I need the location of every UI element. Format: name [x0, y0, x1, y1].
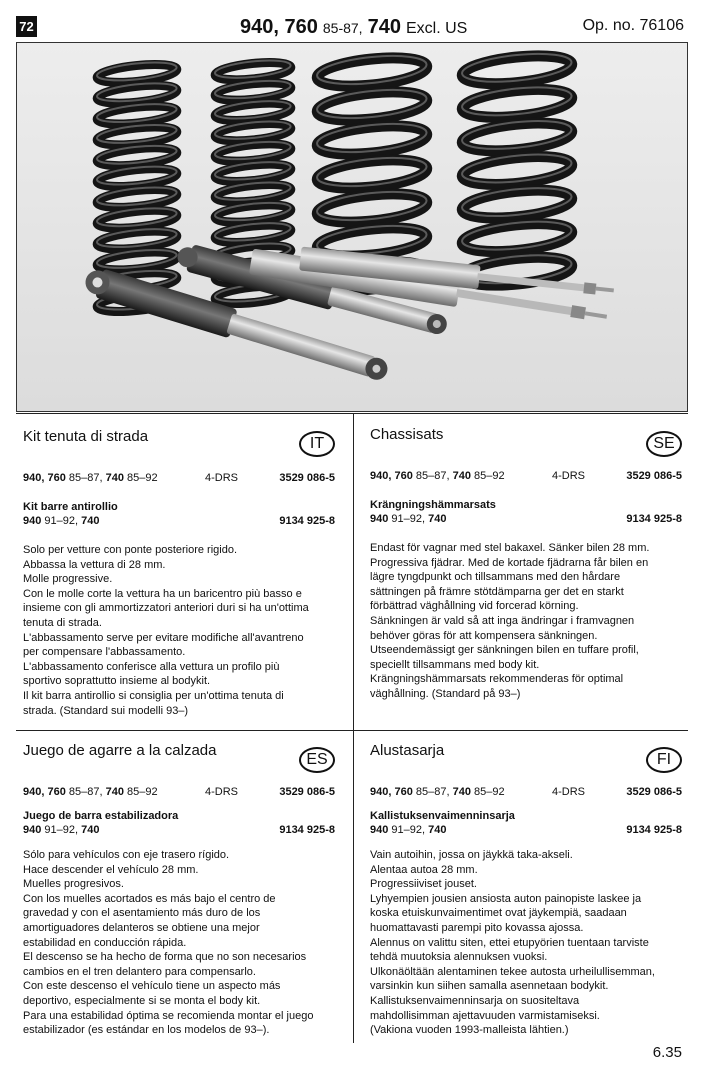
description-line: sättningen på främre stötdämparna ger det en starkt: [370, 585, 624, 598]
sub-years: 91–92,: [41, 515, 82, 527]
kit-part-number: 3529 086-5: [279, 786, 335, 798]
model-title: [240, 16, 467, 39]
sub-part-number: 9134 925-8: [279, 824, 335, 836]
sub-years: 91–92,: [41, 824, 82, 836]
description-line: gravedad y con el asentamiento más duro de los: [23, 907, 261, 920]
sub-model: 940: [23, 824, 42, 836]
description-line: Sólo para vehículos con eje trasero rígido.: [23, 849, 230, 861]
description: [370, 848, 682, 1038]
description-line: cambios en el tren delantero para compensarlo.: [23, 965, 256, 978]
description-line: sportivo soprattutto insieme al bodykit.: [23, 675, 211, 688]
sub-model: 940: [370, 513, 389, 525]
description-line: El descenso se ha hecho de forma que no son necesarios: [23, 951, 307, 964]
description-line: Progressiva fjädrar. Med de kortade fjädrarna får bilen en: [370, 556, 649, 569]
description-line: lägre tyngdpunkt och tillsammans med den hårdare: [370, 571, 621, 584]
section-title: Juego de agarre a la calzada: [23, 742, 217, 759]
kit-part-number: 3529 086-5: [626, 470, 682, 482]
model-b-note: Excl. US: [405, 20, 468, 37]
description-line: L'abbassamento conferisce alla vettura un profilo più: [23, 660, 280, 673]
description-line: tehdä muutoksia alennuksen vuoksi.: [370, 951, 548, 964]
description: [23, 848, 335, 1038]
kit-model: 940, 760: [23, 472, 66, 484]
kit-years-b: 85–92: [470, 786, 505, 798]
description-line: Molle progressive.: [23, 573, 113, 586]
sub-years: 91–92,: [388, 513, 429, 525]
description-line: amortiguadores delanteros se obtiene una mejor: [23, 921, 260, 934]
sub-model-b: 740: [81, 515, 100, 527]
description-line: Krängningshämmarsats rekommenderas för optimal: [370, 673, 624, 686]
description-line: Con este descenso el vehículo tiene un aspecto más: [23, 980, 281, 993]
language-badge: IT: [299, 431, 335, 457]
description-line: väghållning. (Standard på 93–): [370, 687, 521, 700]
description-line: per compensare l'abbassamento.: [23, 646, 186, 659]
description-line: koska etuiskunvaimentimet ovat jäykempiä, saadaan: [370, 907, 627, 920]
kit-model-b: 740: [452, 470, 471, 482]
description: [370, 541, 682, 702]
description-line: (Vakiona vuoden 1993-malleista lähtien.): [370, 1024, 569, 1037]
description-line: deportivo, especialmente si se monta el body kit.: [23, 994, 261, 1007]
page-number-badge: 72: [16, 16, 37, 37]
description-line: Solo per vetture con ponte posteriore rigido.: [23, 544, 238, 556]
model-a: 940, 760: [240, 16, 318, 38]
kit-body-type: 4-DRS: [205, 786, 239, 798]
description-line: Ulkonäöltään alentaminen tekee autosta urheilullisemman,: [370, 965, 655, 978]
kit-model-b: 740: [105, 472, 124, 484]
section-title: Kit tenuta di strada: [23, 428, 149, 445]
language-badge: ES: [299, 747, 335, 773]
description-line: Con le molle corte la vettura ha un baricentro più basso e: [23, 587, 302, 600]
kit-years: 85–87,: [412, 470, 453, 482]
kit-years: 85–87,: [412, 786, 453, 798]
description-line: estabilidad en conducción rápida.: [23, 936, 187, 949]
kit-years-b: 85–92: [123, 472, 158, 484]
description-line: varsinkin kun siihen samalla asennetaan bodykit.: [370, 980, 609, 993]
description-line: huomattavasti parempi pito kovassa ajossa.: [370, 921, 584, 934]
description-line: Con los muelles acortados es más bajo el centro de: [23, 892, 276, 905]
sub-kit-title: Kit barre antirollio: [23, 501, 118, 513]
sub-years: 91–92,: [388, 824, 429, 836]
description-line: Endast för vagnar med stel bakaxel. Sänker bilen 28 mm.: [370, 542, 650, 554]
kit-years: 85–87,: [65, 472, 106, 484]
kit-body-type: 4-DRS: [552, 786, 586, 798]
kit-model: 940, 760: [23, 786, 66, 798]
top-divider: [16, 413, 688, 414]
language-badge: SE: [646, 431, 682, 457]
description-line: behöver göras för att kompensera sänkningen.: [370, 629, 598, 642]
kit-model: 940, 760: [370, 786, 413, 798]
sub-model: 940: [23, 515, 42, 527]
kit-model-b: 740: [452, 786, 471, 798]
description-line: tenuta di strada.: [23, 616, 102, 629]
sub-model-b: 740: [428, 513, 447, 525]
sub-kit-title: Kallistuksenvaimenninsarja: [370, 810, 515, 822]
description-line: Sänkningen är vald så att inga ändringar i framvagnen: [370, 614, 635, 627]
description-line: strada. (Standard sui modelli 93–): [23, 704, 189, 717]
description-line: L'abbassamento serve per evitare modifiche all'avantreno: [23, 631, 304, 644]
description-line: Alentaa autoa 28 mm.: [370, 863, 478, 876]
page-reference: 6.35: [652, 1044, 682, 1061]
description-line: Utseendemässigt ger sänkningen bilen en tuffare profil,: [370, 644, 639, 657]
sub-model-b: 740: [428, 824, 447, 836]
kit-years-b: 85–92: [123, 786, 158, 798]
description: [23, 543, 335, 718]
section-title: Alustasarja: [370, 742, 445, 759]
model-b: 740: [367, 16, 401, 38]
springs-and-dampers-illustration: [17, 43, 687, 411]
kit-part-number: 3529 086-5: [279, 472, 335, 484]
kit-years-b: 85–92: [470, 470, 505, 482]
description-line: Hace descender el vehículo 28 mm.: [23, 863, 199, 876]
kit-body-type: 4-DRS: [552, 470, 586, 482]
column-divider: [353, 413, 354, 1043]
kit-years: 85–87,: [65, 786, 106, 798]
language-badge: FI: [646, 747, 682, 773]
kit-model-b: 740: [105, 786, 124, 798]
sub-part-number: 9134 925-8: [279, 515, 335, 527]
description-line: Vain autoihin, jossa on jäykkä taka-akseli.: [370, 849, 573, 861]
section-title: Chassisats: [370, 426, 444, 443]
description-line: Il kit barra antirollio si consiglia per un'ottima tenuta di: [23, 689, 284, 702]
model-a-years: 85-87,: [322, 20, 363, 36]
description-line: insieme con gli ammortizzatori anteriori duri si ha un'ottima: [23, 602, 309, 615]
sub-kit-title: Juego de barra estabilizadora: [23, 810, 179, 822]
description-line: mahdollisimman ajettavuuden varmistamiseksi.: [370, 1009, 600, 1022]
operation-number: Op. no. 76106: [582, 17, 684, 34]
section-swedish: [370, 426, 682, 726]
description-line: Progressiiviset jouset.: [370, 878, 477, 891]
sub-part-number: 9134 925-8: [626, 513, 682, 525]
section-italian: [23, 428, 335, 728]
section-finnish: [370, 742, 682, 1042]
description-line: Kallistuksenvaimenninsarja on suositeltava: [370, 994, 580, 1007]
sub-model-b: 740: [81, 824, 100, 836]
sub-kit-title: Krängningshämmarsats: [370, 499, 496, 511]
section-spanish: [23, 742, 335, 1042]
product-photo: [16, 42, 688, 412]
sub-part-number: 9134 925-8: [626, 824, 682, 836]
description-line: Abbassa la vettura di 28 mm.: [23, 558, 166, 571]
kit-model: 940, 760: [370, 470, 413, 482]
kit-body-type: 4-DRS: [205, 472, 239, 484]
description-line: Lyhyempien jousien ansiosta auton painopiste laskee ja: [370, 892, 642, 905]
description-line: Para una estabilidad óptima se recomienda montar el juego: [23, 1009, 314, 1022]
kit-part-number: 3529 086-5: [626, 786, 682, 798]
description-line: Alennus on valittu siten, ettei etupyörien tuentaan tarviste: [370, 936, 649, 949]
description-line: estabilizador (es estándar en los modelos de 93–).: [23, 1024, 270, 1037]
description-line: speciellt tillsammans med body kit.: [370, 658, 540, 671]
middle-divider: [16, 730, 688, 731]
description-line: förbättrad väghållning vid forcerad körning.: [370, 600, 579, 613]
description-line: Muelles progresivos.: [23, 878, 124, 891]
sub-model: 940: [370, 824, 389, 836]
